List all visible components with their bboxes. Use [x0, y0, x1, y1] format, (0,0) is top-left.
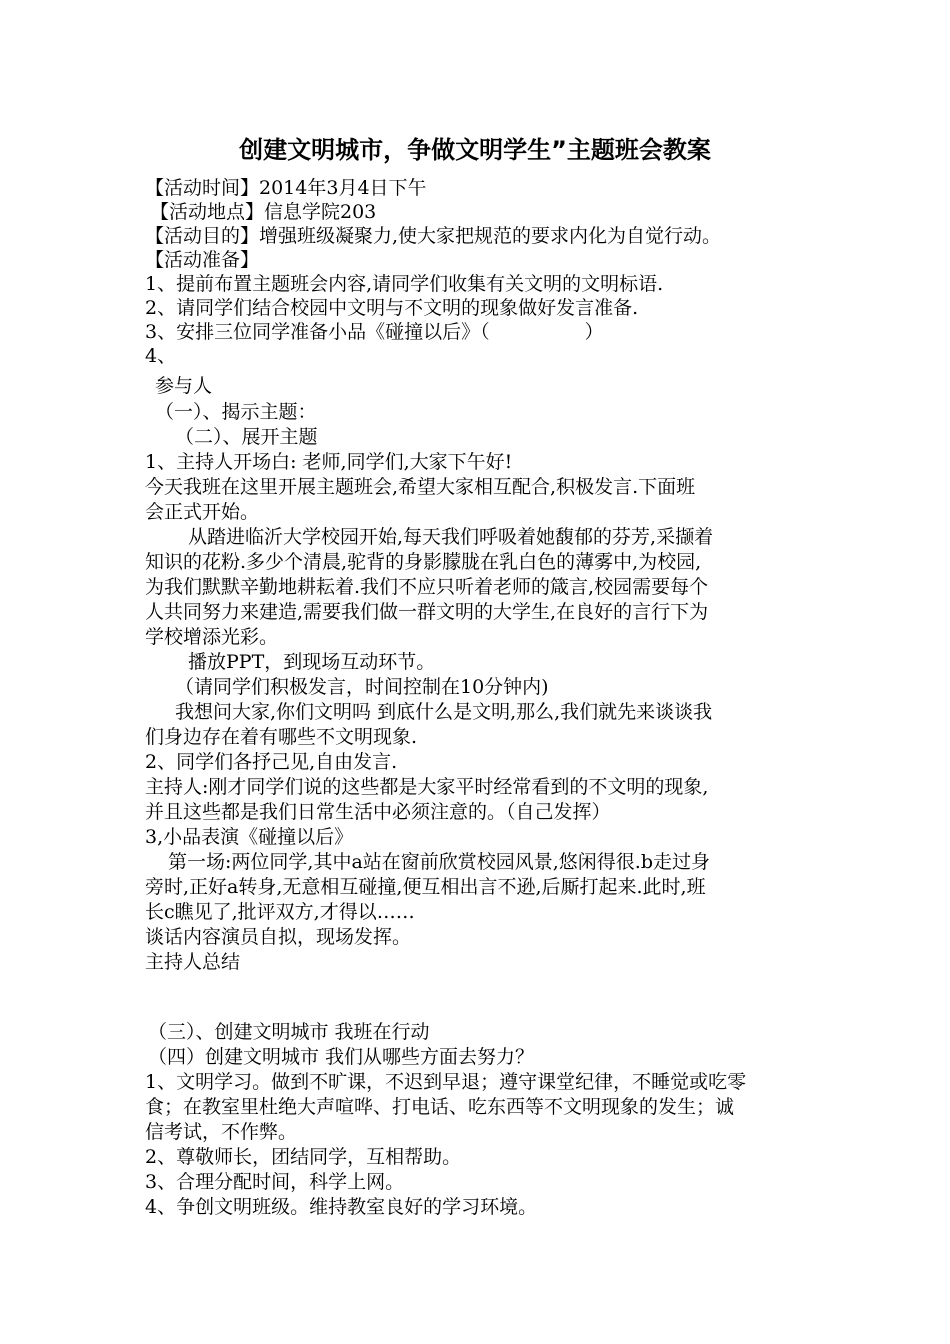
- host-remark-line-1: 主持人:刚才同学们说的这些都是大家平时经常看到的不文明的现象,: [145, 776, 709, 798]
- preparation-item-3: 3、安排三位同学准备小品《碰撞以后》（ ）: [145, 321, 604, 343]
- discussion-item: 2、同学们各抒己见,自由发言.: [145, 751, 398, 773]
- preparation-item-1: 1、提前布置主题班会内容,请同学们收集有关文明的文明标语.: [145, 273, 664, 295]
- document-title: 创建文明城市，争做文明学生”主题班会教案: [239, 136, 711, 164]
- section-1-heading: （一）、揭示主题：: [155, 401, 317, 423]
- effort-item-1-line-3: 信考试，不作弊。: [145, 1121, 298, 1143]
- section-2-heading: （二）、展开主题: [175, 426, 318, 448]
- section-3-heading: （三）、创建文明城市 我班在行动: [148, 1021, 430, 1043]
- paragraph-campus-line-3: 为我们默默辛勤地耕耘着.我们不应只听着老师的箴言,校园需要每个: [145, 576, 709, 598]
- effort-item-3: 3、合理分配时间，科学上网。: [145, 1171, 405, 1193]
- effort-item-1-line-1: 1、文明学习。做到不旷课，不迟到早退；遵守课堂纪律，不睡觉或吃零: [145, 1071, 747, 1093]
- activity-location: 【活动地点】信息学院203: [150, 201, 377, 223]
- skit-scene-line-2: 旁时,正好a转身,无意相互碰撞,便互相出言不逊,后厮打起来.此时,班: [145, 876, 706, 898]
- paragraph-campus-line-4: 人共同努力来建造,需要我们做一群文明的大学生,在良好的言行下为: [145, 601, 709, 623]
- paragraph-campus-line-5: 学校增添光彩。: [145, 626, 279, 648]
- host-summary: 主持人总结: [145, 951, 241, 973]
- skit-dialogue-note: 谈话内容演员自拟，现场发挥。: [145, 926, 412, 948]
- skit-scene-line-3: 长c瞧见了,批评双方,才得以……: [145, 901, 415, 923]
- host-opening-line: 1、主持人开场白: 老师,同学们,大家下午好!: [145, 451, 513, 473]
- paragraph-campus-line-1: 从踏进临沂大学校园开始,每天我们呼吸着她馥郁的芬芳,采撷着: [188, 526, 714, 548]
- paragraph-intro-line-1: 今天我班在这里开展主题班会,希望大家相互配合,积极发言.下面班: [145, 476, 696, 498]
- effort-item-1-line-2: 食；在教室里杜绝大声喧哗、打电话、吃东西等不文明现象的发生；诚: [145, 1096, 735, 1118]
- skit-scene-line-1: 第一场:两位同学,其中a站在窗前欣赏校园风景,悠闲得很.b走过身: [168, 851, 711, 873]
- activity-preparation-heading: 【活动准备】: [145, 249, 260, 271]
- paragraph-intro-line-2: 会正式开始。: [145, 501, 260, 523]
- participants-label: 参与人: [155, 375, 213, 397]
- preparation-item-2: 2、请同学们结合校园中文明与不文明的现象做好发言准备.: [145, 297, 639, 319]
- effort-item-2: 2、尊敬师长，团结同学，互相帮助。: [145, 1146, 462, 1168]
- activity-purpose: 【活动目的】增强班级凝聚力,使大家把规范的要求内化为自觉行动。: [145, 225, 722, 247]
- question-line-2: 们身边存在着有哪些不文明现象.: [145, 726, 418, 748]
- effort-item-4: 4、争创文明班级。维持教室良好的学习环境。: [145, 1196, 538, 1218]
- paragraph-campus-line-2: 知识的花粉.多少个清晨,驼背的身影朦胧在乳白色的薄雾中,为校园,: [145, 551, 702, 573]
- preparation-item-4: 4、: [145, 345, 177, 367]
- time-control-note: （请同学们积极发言，时间控制在10分钟内): [175, 676, 549, 698]
- section-4-heading: （四）创建文明城市 我们从哪些方面去努力？: [148, 1046, 535, 1068]
- play-ppt-line: 播放PPT，到现场互动环节。: [188, 651, 436, 673]
- skit-item: 3,小品表演《碰撞以后》: [145, 826, 354, 848]
- activity-time: 【活动时间】2014年3月4日下午: [145, 177, 427, 199]
- host-remark-line-2: 并且这些都是我们日常生活中必须注意的。（自己发挥）: [145, 801, 611, 823]
- question-line-1: 我想问大家,你们文明吗 到底什么是文明,那么,我们就先来谈谈我: [175, 701, 713, 723]
